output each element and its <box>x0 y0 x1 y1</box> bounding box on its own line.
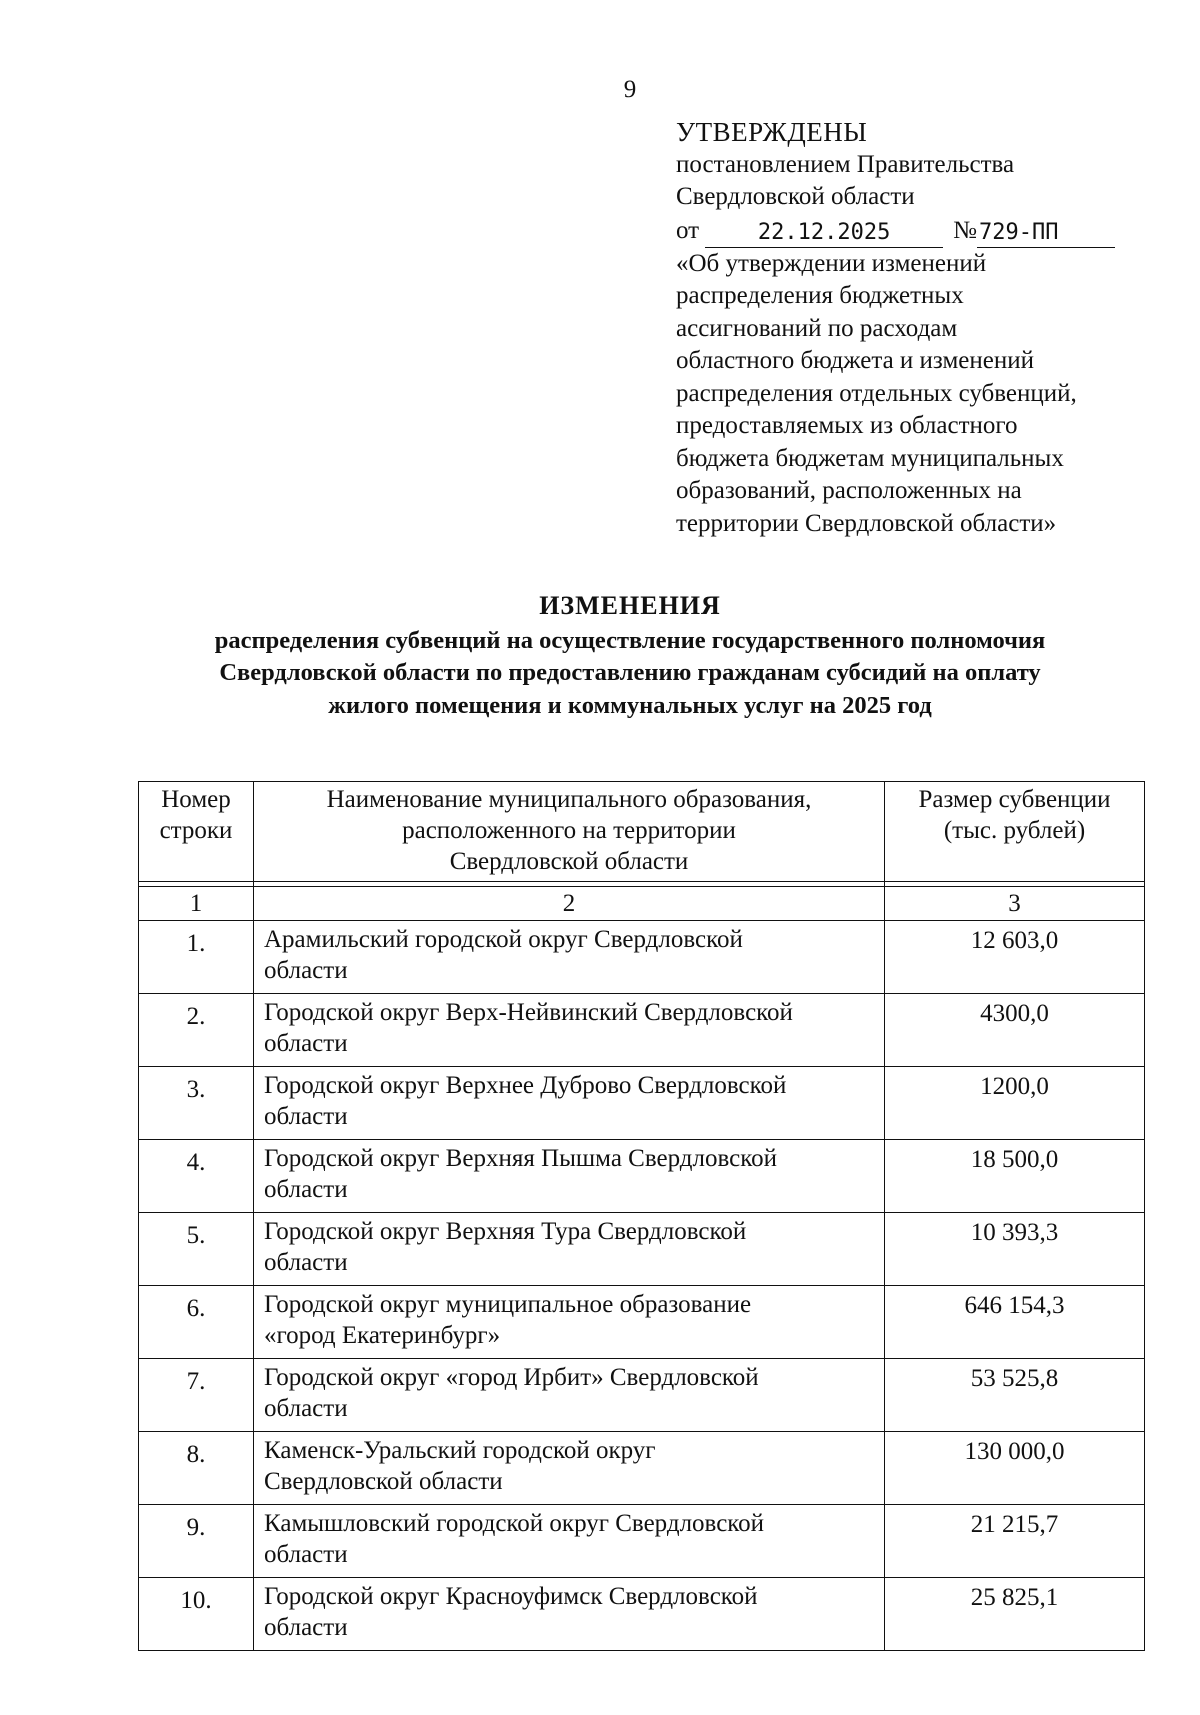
subvention-amount: 4300,0 <box>885 994 1145 1067</box>
table-row <box>139 1286 1145 1359</box>
approval-subject <box>676 248 1156 541</box>
header-row-number: Номер строки <box>139 782 254 882</box>
municipality-name: Каменск-Уральский городской округ Свердловской области <box>254 1432 885 1505</box>
subvention-amount: 1200,0 <box>885 1067 1145 1140</box>
table-row <box>139 1067 1145 1140</box>
subvention-amount: 12 603,0 <box>885 921 1145 994</box>
municipality-name: Городской округ Верхнее Дуброво Свердловской области <box>254 1067 885 1140</box>
subvention-amount: 130 000,0 <box>885 1432 1145 1505</box>
subject-line: ассигнований по расходам <box>676 314 958 342</box>
row-number: 10. <box>139 1578 254 1651</box>
subject-line: образований, расположенных на <box>676 477 1022 504</box>
subvention-amount: 18 500,0 <box>885 1140 1145 1213</box>
title-line: Свердловской области по предоставлению гражданам субсидий на оплату <box>219 659 1041 686</box>
column-number: 3 <box>885 887 1145 921</box>
subject-line: территории Свердловской области» <box>676 509 1057 537</box>
date-field: 22.12.2025 <box>705 221 943 248</box>
page-number: 9 <box>623 76 637 103</box>
title-line: жилого помещения и коммунальных услуг на 2025 год <box>328 691 932 719</box>
municipality-name: Камышловский городской округ Свердловской области <box>254 1505 885 1578</box>
subject-line: бюджета бюджетам муниципальных <box>676 444 1064 472</box>
table-row <box>139 1432 1145 1505</box>
row-number: 2. <box>139 994 254 1067</box>
row-number: 7. <box>139 1359 254 1432</box>
row-number: 3. <box>139 1067 254 1140</box>
subject-line: распределения бюджетных <box>676 282 964 309</box>
row-number: 4. <box>139 1140 254 1213</box>
subvention-amount: 21 215,7 <box>885 1505 1145 1578</box>
subvention-amount: 25 825,1 <box>885 1578 1145 1651</box>
subvention-amount: 646 154,3 <box>885 1286 1145 1359</box>
approval-line-2: Свердловской области <box>676 183 915 210</box>
municipality-name: Городской округ Верхняя Тура Свердловской области <box>254 1213 885 1286</box>
subvention-amount: 53 525,8 <box>885 1359 1145 1432</box>
title-line: распределения субвенций на осуществление государственного полномочия <box>214 626 1046 654</box>
row-number: 1. <box>139 921 254 994</box>
subject-line: областного бюджета и изменений <box>676 347 1034 374</box>
header-amount: Размер субвенции (тыс. рублей) <box>885 782 1145 882</box>
row-number: 6. <box>139 1286 254 1359</box>
subvention-table <box>138 781 1145 1651</box>
row-number: 5. <box>139 1213 254 1286</box>
table-row <box>139 1578 1145 1651</box>
title-main: ИЗМЕНЕНИЯ <box>539 591 721 620</box>
municipality-name: Городской округ Красноуфимск Свердловской области <box>254 1578 885 1651</box>
subvention-amount: 10 393,3 <box>885 1213 1145 1286</box>
municipality-name: Городской округ Верх-Нейвинский Свердловской области <box>254 994 885 1067</box>
row-number: 9. <box>139 1505 254 1578</box>
table-row <box>139 1505 1145 1578</box>
approval-line-1: постановлением Правительства <box>676 150 1015 178</box>
document-title <box>150 590 1110 722</box>
column-number: 1 <box>139 887 254 921</box>
table-row <box>139 1140 1145 1213</box>
table-header-row <box>139 782 1145 882</box>
subject-line: распределения отдельных субвенций, <box>676 379 1077 407</box>
date-prefix: от <box>676 217 700 244</box>
column-number-row <box>139 887 1145 921</box>
column-number: 2 <box>254 887 885 921</box>
approval-block <box>676 116 1156 540</box>
municipality-name: Городской округ Верхняя Пышма Свердловской области <box>254 1140 885 1213</box>
municipality-name: Арамильский городской округ Свердловской области <box>254 921 885 994</box>
date-number-line <box>676 214 1156 248</box>
row-number: 8. <box>139 1432 254 1505</box>
approval-heading: УТВЕРЖДЕНЫ <box>676 117 868 147</box>
number-field: 729-ПП <box>977 221 1115 248</box>
table-row <box>139 1359 1145 1432</box>
number-sign: № <box>953 217 977 244</box>
municipality-name: Городской округ «город Ирбит» Свердловской области <box>254 1359 885 1432</box>
municipality-name: Городской округ муниципальное образование «город Екатеринбург» <box>254 1286 885 1359</box>
table-row <box>139 921 1145 994</box>
header-municipality: Наименование муниципального образования, расположенного на территории Свердловской области <box>254 782 885 882</box>
table-row <box>139 994 1145 1067</box>
subject-line: предоставляемых из областного <box>676 412 1018 439</box>
subject-line: «Об утверждении изменений <box>676 249 987 277</box>
table-row <box>139 1213 1145 1286</box>
